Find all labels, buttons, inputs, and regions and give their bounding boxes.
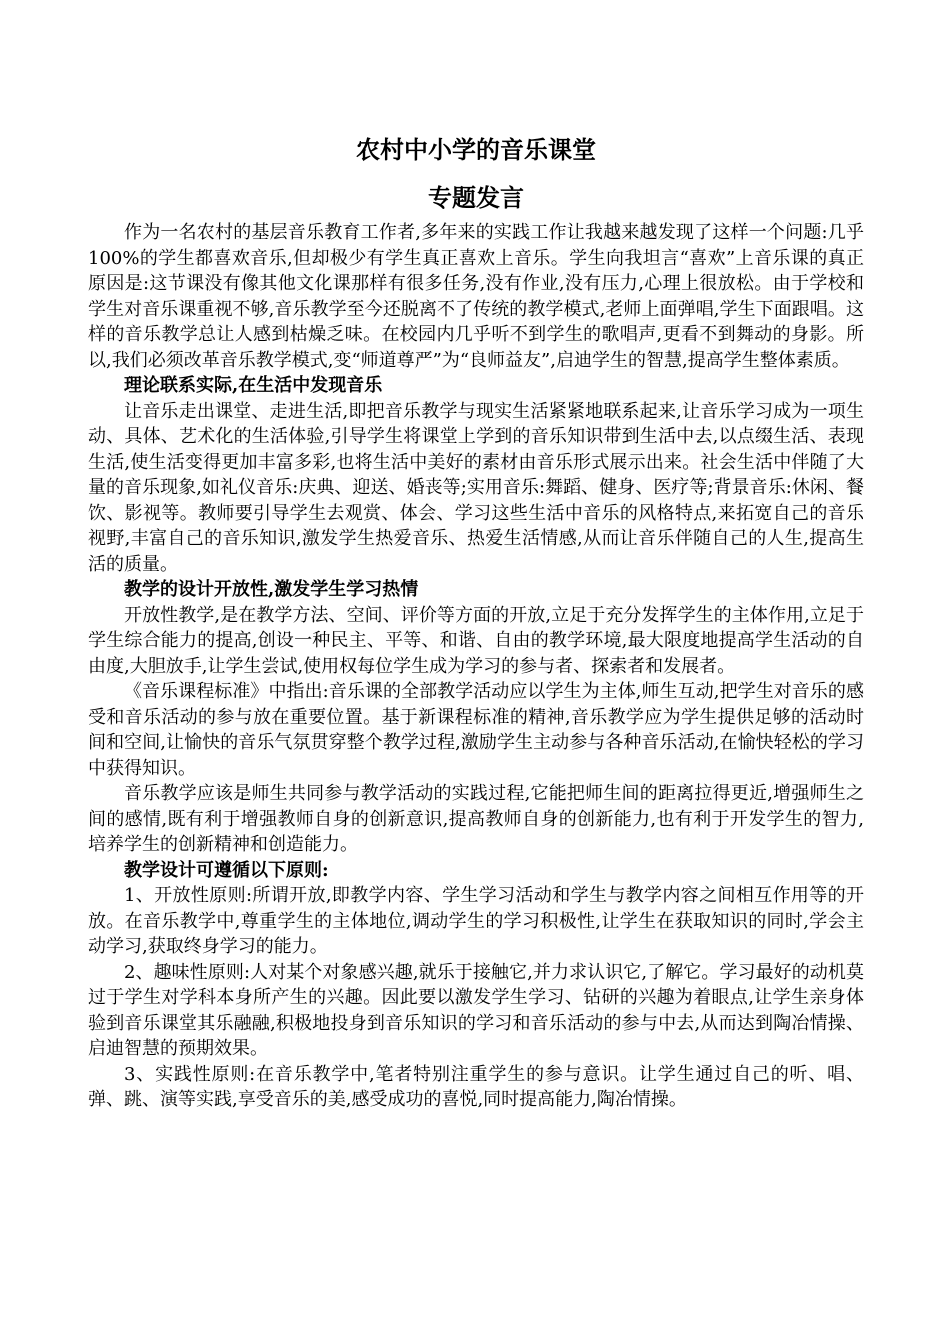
- body-paragraph: 开放性教学,是在教学方法、空间、评价等方面的开放,立足于充分发挥学生的主体作用,立足于学生综合能力的提高,创设一种民主、平等、和谐、自由的教学环境,最大限度地提高学生活动的自由度,大胆放手,让学生尝试,使用权每位学生成为学习的参与者、探索者和发展者。: [88, 604, 864, 677]
- body-paragraph: 3、实践性原则:在音乐教学中,笔者特别注重学生的参与意识。让学生通过自己的听、唱、弹、跳、演等实践,享受音乐的美,感受成功的喜悦,同时提高能力,陶冶情操。: [88, 1063, 864, 1110]
- document-page: [88, 128, 864, 1113]
- body-paragraph: 1、开放性原则:所谓开放,即教学内容、学生学习活动和学生与教学内容之间相互作用等的开放。在音乐教学中,尊重学生的主体地位,调动学生的学习积极性,让学生在获取知识的同时,学会主动学习,获取终身学习的能力。: [88, 885, 864, 957]
- body-paragraph: 音乐教学应该是师生共同参与教学活动的实践过程,它能把师生间的距离拉得更近,增强师生之间的感情,既有利于增强教师自身的创新意识,提高教师自身的创新能力,也有利于开发学生的智力,培养学生的创新精神和创造能力。: [88, 783, 864, 855]
- section-heading: 教学设计可遵循以下原则:: [124, 859, 329, 881]
- document-subtitle: 专题发言: [428, 184, 524, 212]
- document-title: 农村中小学的音乐课堂: [356, 136, 596, 164]
- body-paragraph: 让音乐走出课堂、走进生活,即把音乐教学与现实生活紧紧地联系起来,让音乐学习成为一项生动、具体、艺术化的生活体验,引导学生将课堂上学到的音乐知识带到生活中去,以点缀生活、表现生活,使生活变得更加丰富多彩,也将生活中美好的素材由音乐形式展示出来。社会生活中伴随了大量的音乐现象,如礼仪音乐:庆典、迎送、婚丧等;实用音乐:舞蹈、健身、医疗等;背景音乐:休闲、餐饮、影视等。教师要引导学生去观赏、体会、学习这些生活中音乐的风格特点,来拓宽自己的音乐视野,丰富自己的音乐知识,激发学生热爱音乐、热爱生活情感,从而让音乐伴随自己的人生,提高生活的质量。: [88, 400, 864, 575]
- body-paragraph: 《音乐课程标准》中指出:音乐课的全部教学活动应以学生为主体,师生互动,把学生对音乐的感受和音乐活动的参与放在重要位置。基于新课程标准的精神,音乐教学应为学生提供足够的活动时间和空间,让愉快的音乐气氛贯穿整个教学过程,激励学生主动参与各种音乐活动,在愉快轻松的学习中获得知识。: [88, 681, 864, 779]
- body-paragraph: 2、趣味性原则:人对某个对象感兴趣,就乐于接触它,并力求认识它,了解它。学习最好的动机莫过于学生对学科本身所产生的兴趣。因此要以激发学生学习、钻研的兴趣为着眼点,让学生亲身体验到音乐课堂其乐融融,积极地投身到音乐知识的学习和音乐活动的参与中去,从而达到陶冶情操、启迪智慧的预期效果。: [88, 961, 864, 1059]
- section-heading: 理论联系实际,在生活中发现音乐: [124, 375, 383, 396]
- section-heading: 教学的设计开放性,激发学生学习热情: [124, 579, 419, 600]
- body-paragraph: 作为一名农村的基层音乐教育工作者,多年来的实践工作让我越来越发现了这样一个问题:几乎100%的学生都喜欢音乐,但却极少有学生真正喜欢上音乐。学生向我坦言“喜欢”上音乐课的真正原因是:这节课没有像其他文化课那样有很多任务,没有作业,没有压力,心理上很放松。由于学校和学生对音乐课重视不够,音乐教学至今还脱离不了传统的教学模式,老师上面弹唱,学生下面跟唱。这样的音乐教学总让人感到枯燥乏味。在校园内几乎听不到学生的歌唱声,更看不到舞动的身影。所以,我们必须改革音乐教学模式,变“师道尊严”为“良师益友”,启迪学生的智慧,提高学生整体素质。: [88, 222, 864, 371]
- document-body: [88, 220, 864, 1113]
